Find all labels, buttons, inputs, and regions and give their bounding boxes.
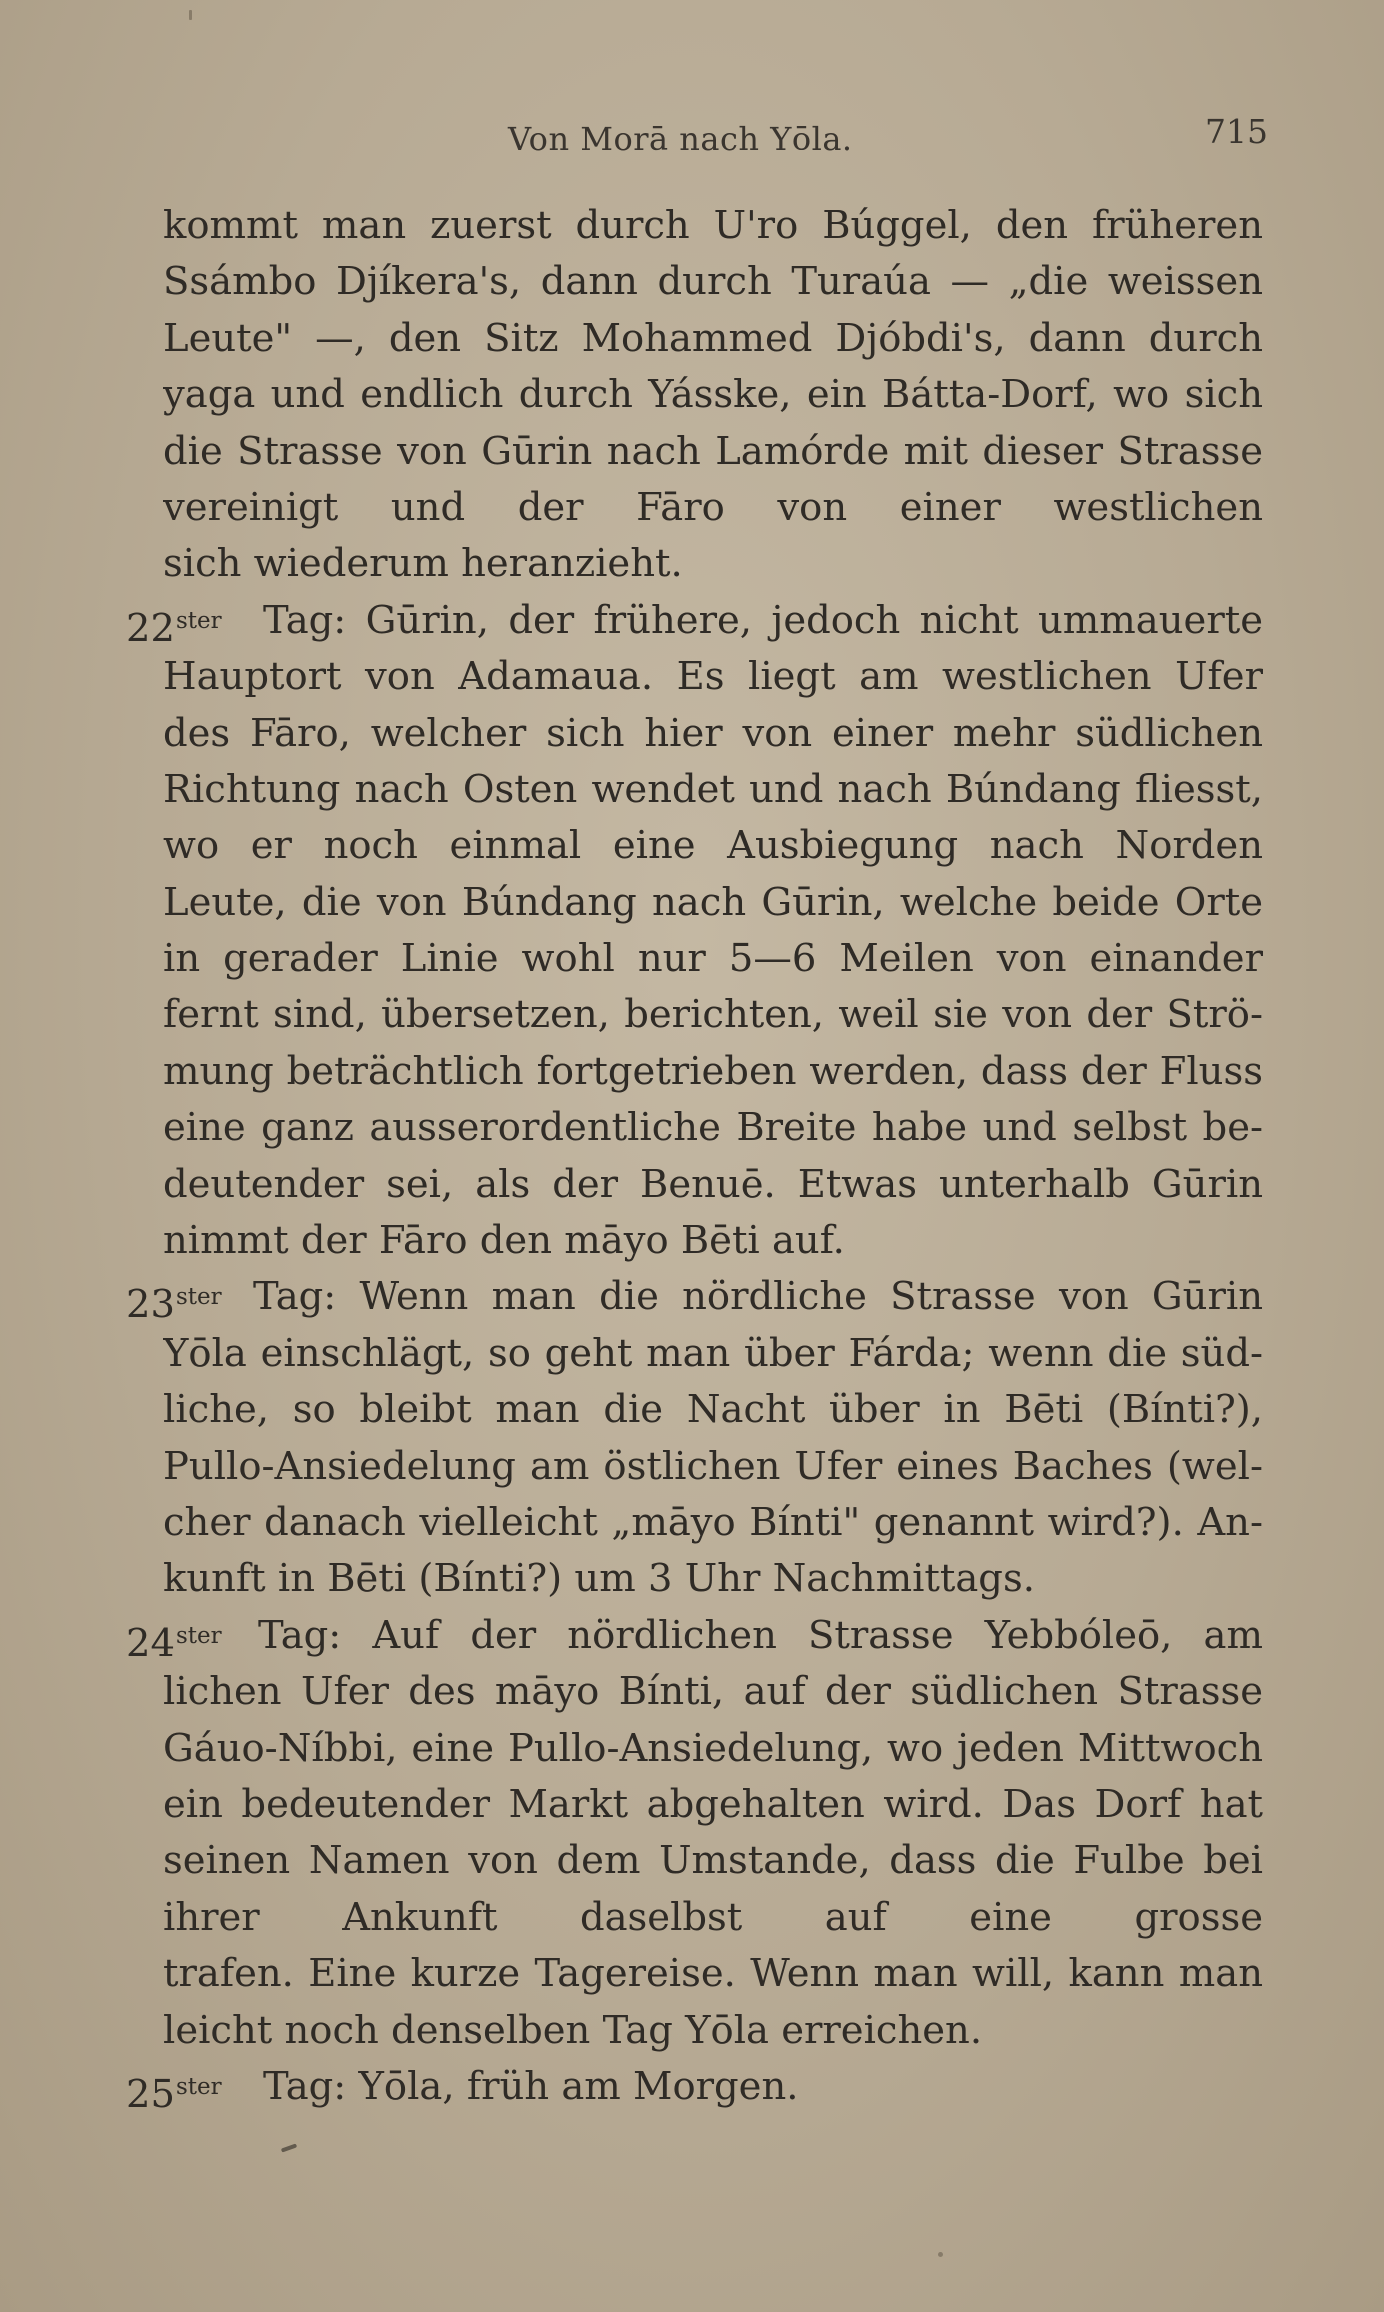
entry-day-23 (126, 1269, 1263, 1607)
body-text (126, 198, 1263, 2117)
text-line: eine ganz ausserordentliche Breite habe und selbst be- (163, 1105, 1263, 1151)
day-suffix: ster (176, 607, 222, 634)
text-line: Pullo-Ansiedelung am östlichen Ufer eines Baches (wel- (163, 1443, 1263, 1489)
text-line: des Fāro, welcher sich hier von einer mehr südlichen (163, 710, 1263, 756)
text-line: Gáuo-Níbbi, eine Pullo-Ansiedelung, wo jeden Mittwoch (163, 1725, 1263, 1771)
text-line: fernt sind, übersetzen, berichten, weil sie von der Strö- (163, 992, 1263, 1038)
day-suffix: ster (176, 1284, 222, 1311)
text-line: liche, so bleibt man die Nacht über in Bēti (Bínti?), (163, 1387, 1263, 1433)
text-line: deutender sei, als der Benuē. Etwas unterhalb Gūrin (163, 1161, 1263, 1207)
day-number: 25 (126, 2071, 175, 2117)
text-line: leicht noch denselben Tag Yōla erreichen. (163, 2007, 983, 2053)
day-label (126, 1608, 222, 1672)
day-number: 23 (126, 1282, 175, 1328)
text-line: Ssámbo Djíkera's, dann durch Turaúa — „die weissen (163, 259, 1263, 305)
paper-speck (189, 10, 192, 20)
text-line: Leute, die von Búndang nach Gūrin, welche beide Orte (163, 879, 1263, 925)
text-line: Richtung nach Osten wendet und nach Búndang fliesst, (163, 766, 1263, 812)
text-line: Tag: Gūrin, der frühere, jedoch nicht ummauerte (263, 597, 1263, 643)
text-line: kunft in Bēti (Bínti?) um 3 Uhr Nachmittags. (163, 1556, 1035, 1602)
text-line: trafen. Eine kurze Tagereise. Wenn man will, kann man (163, 1951, 1263, 1997)
day-label (126, 593, 222, 657)
text-line: lichen Ufer des māyo Bínti, auf der südlichen Strasse (163, 1669, 1263, 1715)
text-line: die Strasse von Gūrin nach Lamórde mit dieser Strasse (163, 428, 1263, 474)
ink-mark (281, 2143, 297, 2152)
text-line: mung beträchtlich fortgetrieben werden, dass der Fluss (163, 1048, 1263, 1094)
day-suffix: ster (176, 2073, 222, 2100)
text-line: seinen Namen von dem Umstande, dass die Fulbe bei (163, 1838, 1263, 1884)
text-line: ihrer Ankunft daselbst auf eine grosse (163, 1894, 1263, 1940)
text-line: in gerader Linie wohl nur 5—6 Meilen von einander (163, 936, 1263, 982)
text-line: Yōla einschlägt, so geht man über Fárda; wenn die süd- (163, 1330, 1263, 1376)
text-line: vereinigt und der Fāro von einer westlichen (163, 484, 1263, 530)
day-suffix: ster (176, 1622, 222, 1649)
text-line: yaga und endlich durch Yásske, ein Bátta-Dorf, wo sich (163, 372, 1263, 418)
intro-paragraph (163, 198, 1263, 593)
text-line: wo er noch einmal eine Ausbiegung nach Norden (163, 823, 1263, 869)
page-header (0, 112, 1384, 158)
entry-day-24 (126, 1608, 1263, 2059)
day-label (126, 1269, 222, 1333)
day-number: 24 (126, 1620, 175, 1666)
text-line: kommt man zuerst durch U'ro Búggel, den früheren (163, 203, 1263, 248)
running-title: Von Morā nach Yōla. (508, 120, 853, 158)
text-line: cher danach vielleicht „māyo Bínti" genannt wird?). An- (163, 1499, 1263, 1545)
paper-speck (938, 2252, 943, 2257)
entry-day-22 (126, 593, 1263, 1270)
text-line: Hauptort von Adamaua. Es liegt am westlichen Ufer (163, 654, 1263, 700)
day-number: 22 (126, 605, 175, 651)
text-line: sich wiederum heranzieht. (163, 541, 683, 587)
text-line: Tag: Wenn man die nördliche Strasse von Gūrin (253, 1274, 1263, 1320)
text-line: nimmt der Fāro den māyo Bēti auf. (163, 1218, 845, 1264)
text-line: Tag: Auf der nördlichen Strasse Yebbóleō, am (258, 1612, 1263, 1658)
day-label (126, 2059, 222, 2123)
text-line: Tag: Yōla, früh am Morgen. (263, 2063, 799, 2109)
text-line: ein bedeutender Markt abgehalten wird. Das Dorf hat (163, 1781, 1263, 1827)
entry-day-25 (126, 2059, 1263, 2117)
page-number: 715 (1205, 112, 1268, 151)
text-line: Leute" —, den Sitz Mohammed Djóbdi's, dann durch (163, 315, 1263, 361)
